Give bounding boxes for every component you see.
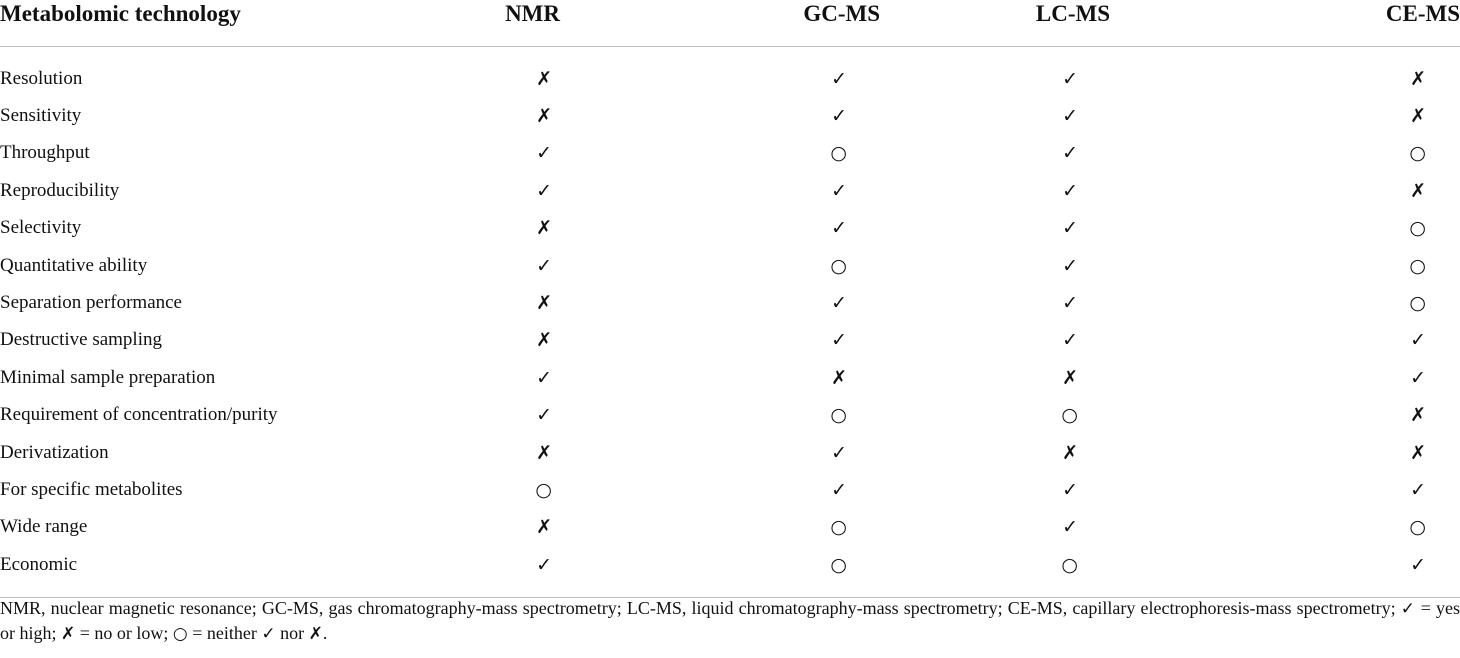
circle-icon: ○ xyxy=(830,553,847,576)
cross-icon: ✗ xyxy=(1410,441,1426,464)
table-row xyxy=(0,97,1460,134)
row-label: For specific metabolites xyxy=(0,478,183,500)
check-icon: ✓ xyxy=(1062,105,1078,128)
check-icon: ✓ xyxy=(536,553,552,576)
circle-icon: ○ xyxy=(1409,292,1426,315)
table-row xyxy=(0,322,1460,359)
check-icon: ✓ xyxy=(831,329,847,352)
cross-icon: ✗ xyxy=(308,624,323,644)
check-icon: ✓ xyxy=(1062,329,1078,352)
row-label: Selectivity xyxy=(0,217,82,239)
check-icon: ✓ xyxy=(831,292,847,315)
row-label: Sensitivity xyxy=(0,105,82,127)
check-icon: ✓ xyxy=(1062,67,1078,90)
circle-icon: ○ xyxy=(830,254,847,277)
table-row xyxy=(0,210,1460,247)
footnote-text-abbreviations: NMR, nuclear magnetic resonance; GC-MS, gas chromatography-mass spectrometry; LC-MS, liquid chromatography-mass spectrometry; CE-MS, capillary electrophoresis-mass spectrometry; xyxy=(0,598,1401,618)
header-nmr: NMR xyxy=(360,0,670,47)
cross-icon: ✗ xyxy=(536,329,552,352)
footnote-text-nor: nor xyxy=(275,623,309,643)
circle-icon: ○ xyxy=(1409,254,1426,277)
check-icon: ✓ xyxy=(1062,254,1078,277)
header-lc-ms: LC-MS xyxy=(940,0,1250,47)
cross-icon: ✗ xyxy=(1410,179,1426,202)
row-label: Separation performance xyxy=(0,292,182,314)
check-icon: ✓ xyxy=(536,254,552,277)
circle-icon: ○ xyxy=(1409,142,1426,165)
table-row xyxy=(0,60,1460,97)
circle-icon: ○ xyxy=(830,516,847,539)
check-icon: ✓ xyxy=(536,366,552,389)
header-metabolomic-technology: Metabolomic technology xyxy=(0,0,360,47)
row-label: Destructive sampling xyxy=(0,329,162,351)
check-icon: ✓ xyxy=(1400,599,1416,619)
footnote-text-neither: = neither xyxy=(187,623,262,643)
circle-icon: ○ xyxy=(1409,516,1426,539)
table-row xyxy=(0,546,1460,583)
circle-icon: ○ xyxy=(830,404,847,427)
cross-icon: ✗ xyxy=(1410,67,1426,90)
check-icon: ✓ xyxy=(1410,553,1426,576)
check-icon: ✓ xyxy=(1062,179,1078,202)
check-icon: ✓ xyxy=(536,179,552,202)
circle-icon: ○ xyxy=(1061,553,1078,576)
table-row xyxy=(0,397,1460,434)
cross-icon: ✗ xyxy=(536,217,552,240)
check-icon: ✓ xyxy=(831,217,847,240)
check-icon: ✓ xyxy=(261,624,276,644)
table-row xyxy=(0,284,1460,321)
check-icon: ✓ xyxy=(831,105,847,128)
table-row xyxy=(0,172,1460,209)
check-icon: ✓ xyxy=(1062,142,1078,165)
row-label: Resolution xyxy=(0,67,83,89)
cross-icon: ✗ xyxy=(536,105,552,128)
table-footnote xyxy=(0,596,1460,646)
cross-icon: ✗ xyxy=(61,624,76,644)
header-ce-ms: CE-MS xyxy=(1250,0,1460,47)
cross-icon: ✗ xyxy=(1062,441,1078,464)
circle-icon: ○ xyxy=(830,142,847,165)
check-icon: ✓ xyxy=(831,67,847,90)
table-row xyxy=(0,434,1460,471)
row-label: Wide range xyxy=(0,516,88,538)
row-label: Minimal sample preparation xyxy=(0,366,216,388)
check-icon: ✓ xyxy=(1062,292,1078,315)
row-label: Derivatization xyxy=(0,441,109,463)
row-label: Economic xyxy=(0,553,78,575)
check-icon: ✓ xyxy=(536,404,552,427)
check-icon: ✓ xyxy=(831,179,847,202)
table-row xyxy=(0,471,1460,508)
circle-icon: ○ xyxy=(1061,404,1078,427)
cross-icon: ✗ xyxy=(536,441,552,464)
check-icon: ✓ xyxy=(1062,516,1078,539)
header-gc-ms: GC-MS xyxy=(670,0,940,47)
footnote-text-end: . xyxy=(322,623,328,643)
circle-icon: ○ xyxy=(172,624,188,644)
cross-icon: ✗ xyxy=(1410,105,1426,128)
check-icon: ✓ xyxy=(1410,329,1426,352)
table-row xyxy=(0,509,1460,546)
check-icon: ✓ xyxy=(1062,478,1078,501)
check-icon: ✓ xyxy=(831,478,847,501)
circle-icon: ○ xyxy=(535,478,552,501)
table-row xyxy=(0,359,1460,396)
check-icon: ✓ xyxy=(1410,366,1426,389)
footnote-text-yes: = yes or high; xyxy=(0,598,1460,643)
check-icon: ✓ xyxy=(831,441,847,464)
circle-icon: ○ xyxy=(1409,217,1426,240)
cross-icon: ✗ xyxy=(536,292,552,315)
table-row xyxy=(0,247,1460,284)
check-icon: ✓ xyxy=(536,142,552,165)
table-row xyxy=(0,135,1460,172)
cross-icon: ✗ xyxy=(536,67,552,90)
row-label: Reproducibility xyxy=(0,179,120,201)
table-body xyxy=(0,47,1460,598)
row-label: Throughput xyxy=(0,142,90,164)
footnote-text-no: = no or low; xyxy=(75,623,173,643)
row-label: Requirement of concentration/purity xyxy=(0,404,278,426)
cross-icon: ✗ xyxy=(831,366,847,389)
check-icon: ✓ xyxy=(1410,478,1426,501)
header-row xyxy=(0,0,1460,47)
row-label: Quantitative ability xyxy=(0,254,148,276)
cross-icon: ✗ xyxy=(1062,366,1078,389)
check-icon: ✓ xyxy=(1062,217,1078,240)
cross-icon: ✗ xyxy=(1410,404,1426,427)
table-header xyxy=(0,0,1460,47)
cross-icon: ✗ xyxy=(536,516,552,539)
